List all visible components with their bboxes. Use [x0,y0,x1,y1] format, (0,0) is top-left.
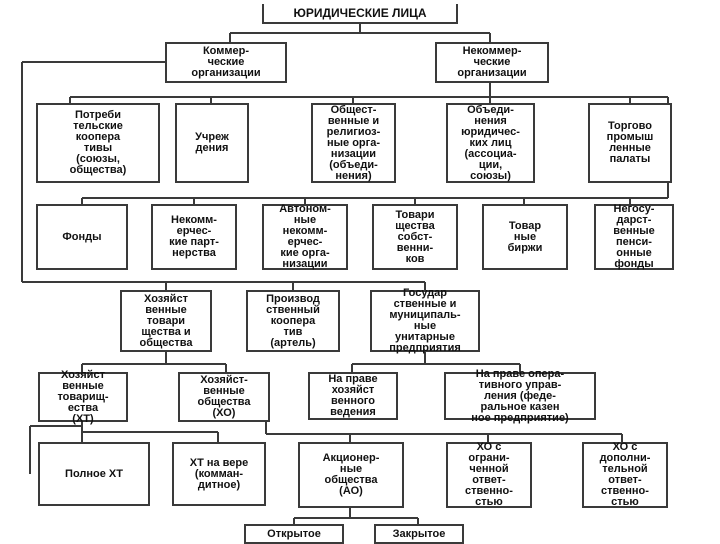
public-religious-organizations-box: Общест- венные и религиоз- ные орга- низации (объеди- нения) [311,103,396,183]
autonomous-noncommercial-box: Автоном- ные некомм- ерчес- кие орга- низации [262,204,348,270]
full-partnership-box: Полное ХТ [38,442,150,506]
commodity-exchanges-box: Товар ные биржи [482,204,568,270]
closed-ao-box: Закрытое [374,524,464,544]
limited-partnership-box: ХТ на вере (комман- дитное) [172,442,266,506]
operational-management-right-box: На праве опера- тивного управ- ления (феде- ральное казен ное предприятие) [444,372,596,420]
diagram-title: ЮРИДИЧЕСКИЕ ЛИЦА [262,4,458,24]
unitary-enterprises-box: Государ ственные и муниципаль- ные унитарные предприятия [370,290,480,352]
legal-entity-unions-box: Объеди- нения юридичес- ких лиц (ассоциа- ции, союзы) [446,103,535,183]
business-companies-ho-box: Хозяйст- венные общества (ХО) [178,372,270,422]
noncommercial-partnerships-box: Некомм- ерчес- кие парт- нерства [151,204,237,270]
chambers-of-commerce-box: Торгово промыш ленные палаты [588,103,672,183]
consumer-cooperatives-box: Потреби тельские коопера тивы (союзы, общества) [36,103,160,183]
production-cooperative-box: Производ ственный коопера тив (артель) [246,290,340,352]
business-partnerships-and-companies-box: Хозяйст венные товари щества и общества [120,290,212,352]
owners-associations-box: Товари щества собст- венни- ков [372,204,458,270]
pension-funds-box: Негосу- дарст- венные пенси- онные фонды [594,204,674,270]
noncommercial-organizations-box: Некоммер- ческие организации [435,42,549,83]
commercial-organizations-box: Коммер- ческие организации [165,42,287,83]
open-ao-box: Открытое [244,524,344,544]
institutions-box: Учреж дения [175,103,249,183]
foundations-box: Фонды [36,204,128,270]
business-partnerships-ht-box: Хозяйст венные товарищ- ества (ХТ) [38,372,128,422]
additional-liability-company-box: ХО с дополни- тельной ответ- ственно- стью [582,442,668,508]
joint-stock-company-box: Акционер- ные общества (АО) [298,442,404,508]
economic-management-right-box: На праве хозяйст венного ведения [308,372,398,420]
limited-liability-company-box: ХО с ограни- ченной ответ- ственно- стью [446,442,532,508]
